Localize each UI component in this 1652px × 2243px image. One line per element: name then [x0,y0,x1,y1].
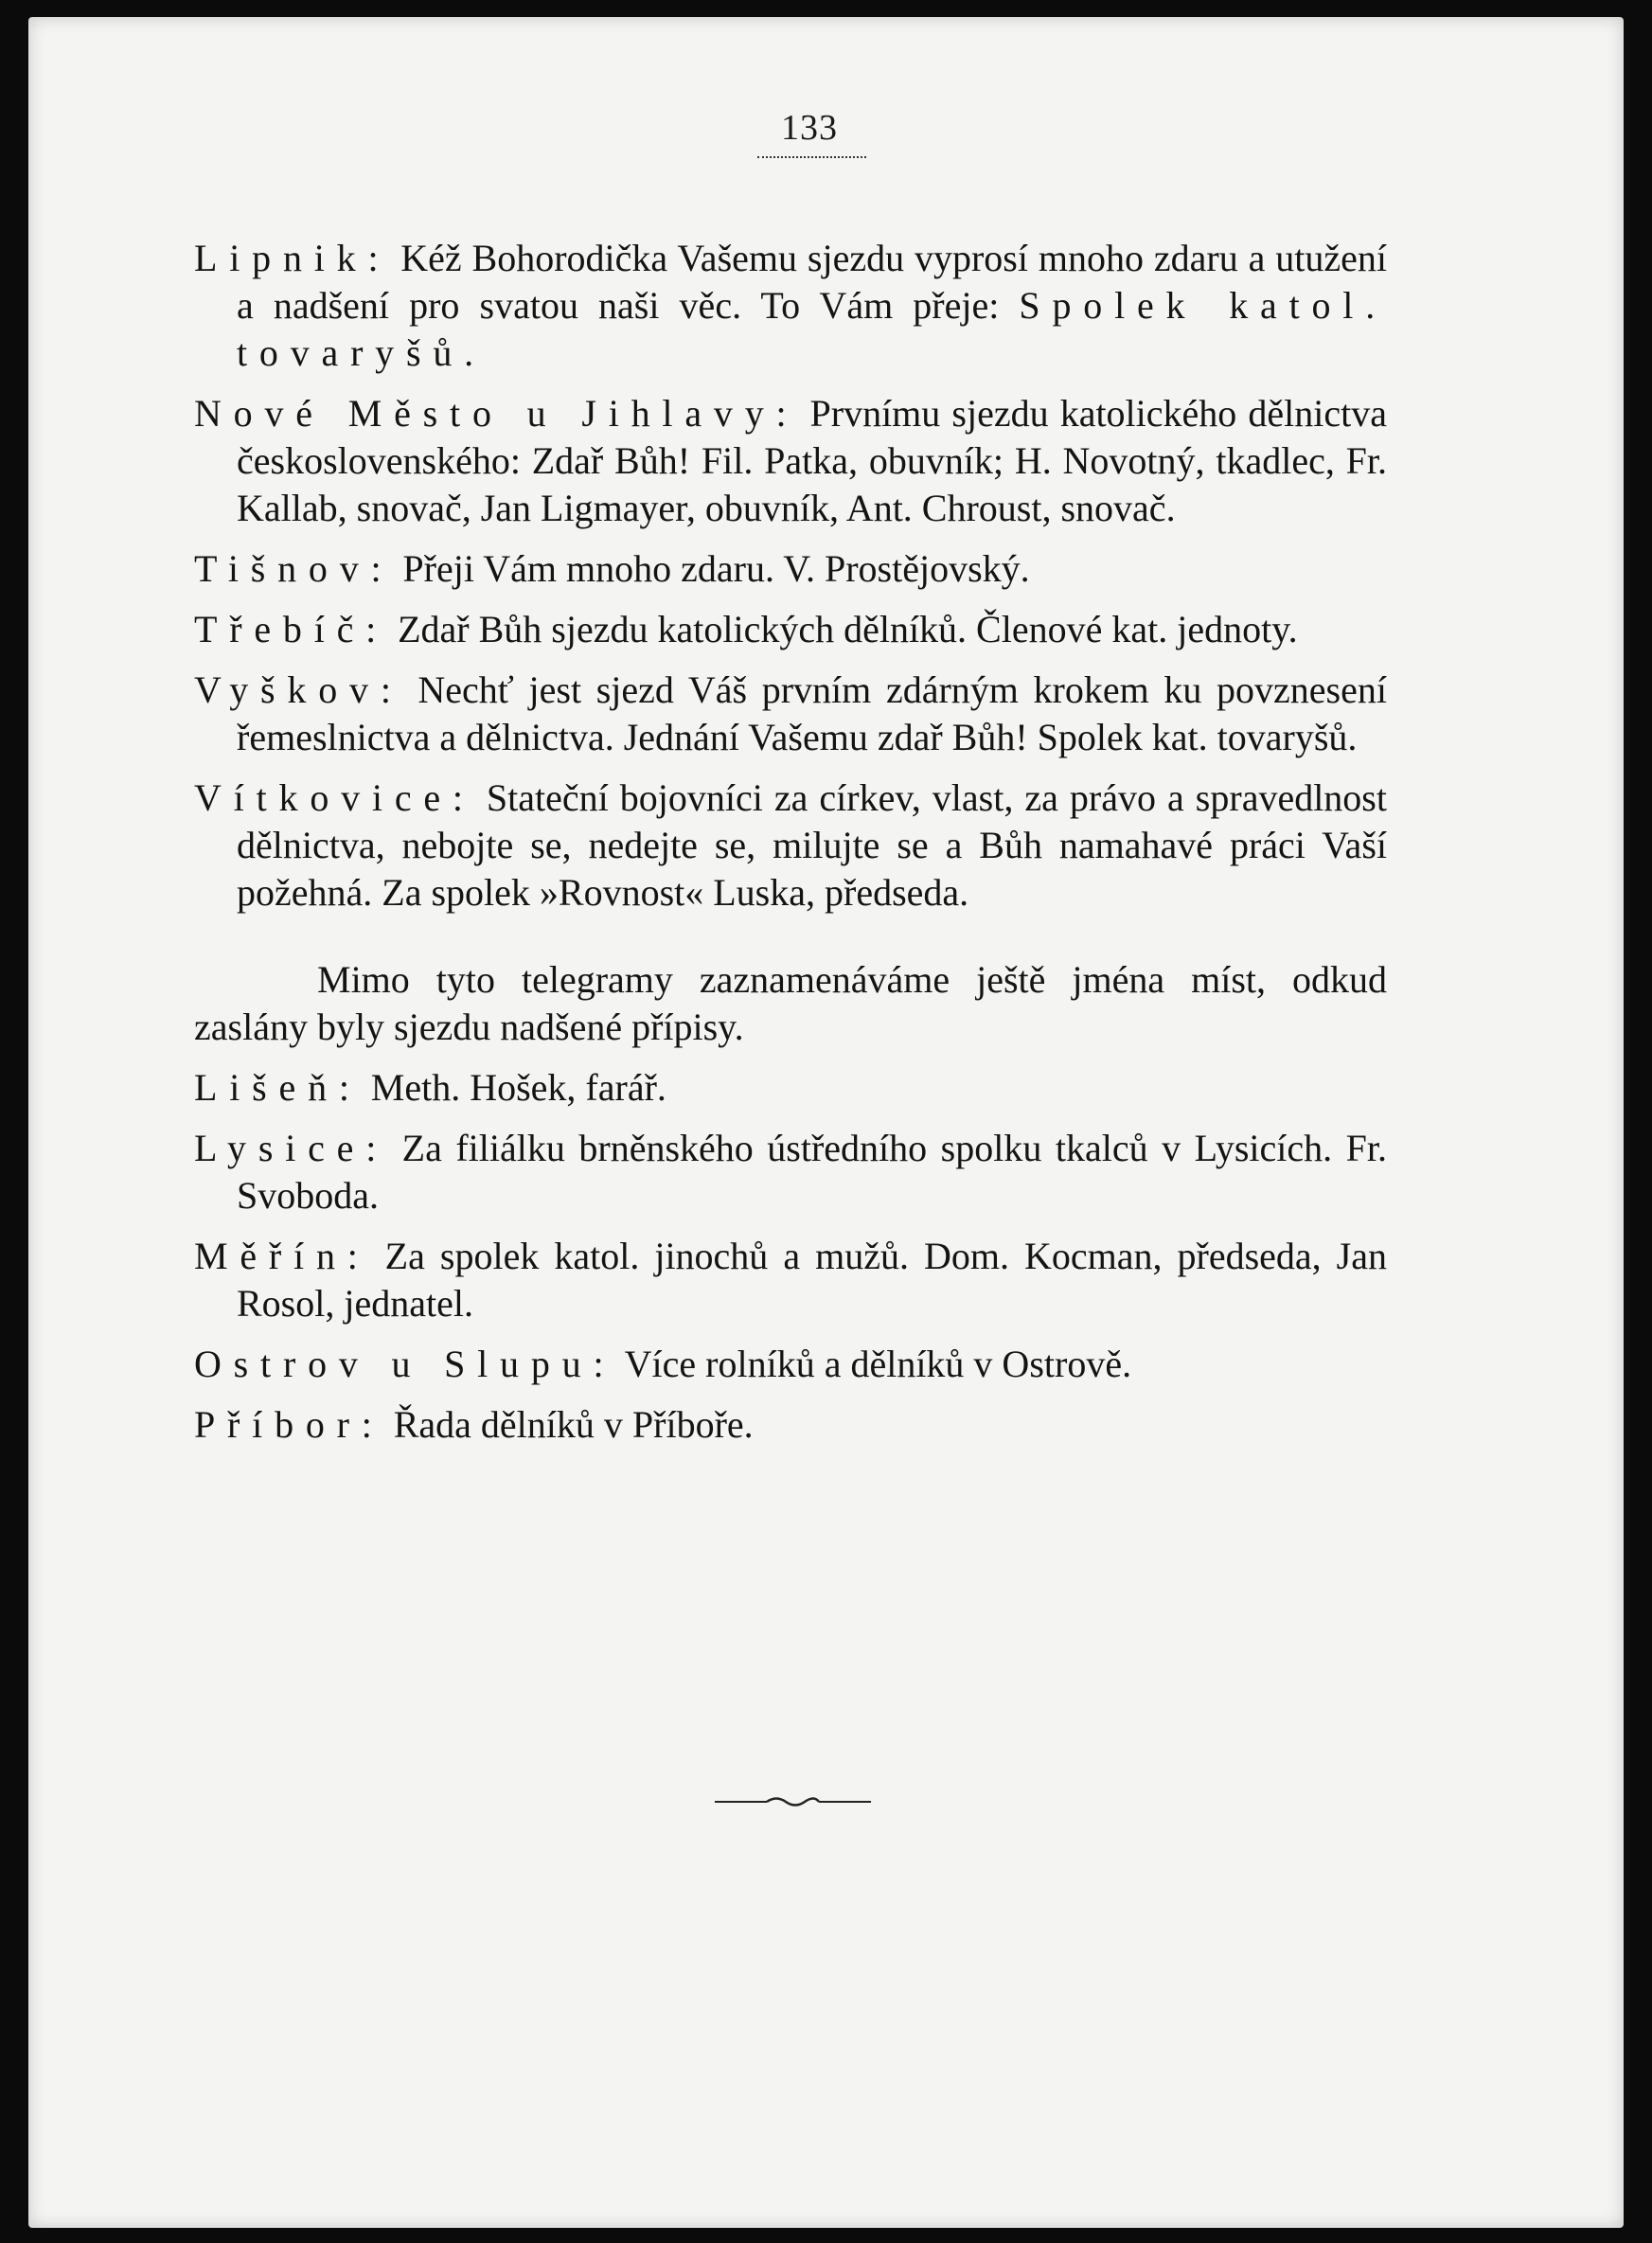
page-content [194,235,1387,1462]
entry-text: Meth. Hošek, farář. [361,1066,666,1109]
letter-entry [194,1341,1387,1388]
letter-entry [194,1401,1387,1449]
entry-text: Kéž Bohorodička Vašemu sjezdu vyprosí mnoho zdaru a utužení a nadšení pro svatou naši věc. To Vám přeje: [237,237,1387,327]
page-number-block [748,107,871,149]
entry-signature: Spolek katol. tovaryšů. [237,284,1388,374]
page-number-rule [757,156,866,158]
telegram-entry [194,545,1387,593]
entry-text: Nechť jest sjezd Váš prvním zdárným krokem ku povznesení řemeslnictva a dělnictva. Jednání Vašemu zdař Bůh! Spolek kat. tovaryšů. [237,668,1387,758]
page-number: 133 [781,108,838,148]
letter-entry [194,1125,1387,1219]
end-ornament [715,1792,871,1811]
place-name: Tišnov: [194,547,394,590]
telegram-entry [194,667,1387,761]
telegram-entry [194,606,1387,653]
letter-entry [194,1233,1387,1327]
entry-text: Zdař Bůh sjezdu katolických dělníků. Členové kat. jednoty. [388,608,1298,650]
ornament-icon [715,1792,871,1811]
entry-text: Stateční bojovníci za církev, vlast, za právo a spravedlnost dělnictva, nebojte se, nedejte se, milujte se a Bůh namahavé práci Vaší požehná. Za spolek »Rovnost« Luska, předseda. [237,776,1387,914]
place-name: Vítkovice: [194,776,475,819]
place-name: Lišeň: [194,1066,362,1109]
document-page [28,17,1624,2228]
place-name: Ostrov u Slupu: [194,1343,616,1385]
entry-text: Přeji Vám mnoho zdaru. V. Prostějovský. [393,547,1030,590]
letter-entry [194,1064,1387,1112]
entry-text: Za spolek katol. jinochů a mužů. Dom. Kocman, předseda, Jan Rosol, jednatel. [237,1235,1387,1325]
intro-paragraph: Mimo tyto telegramy zaznamenáváme ještě jména míst, odkud zaslány byly sjezdu nadšené přípisy. [194,958,1387,1048]
telegram-entry [194,235,1387,377]
telegram-entry [194,774,1387,917]
telegram-entry [194,390,1387,532]
entry-text: Za filiálku brněnského ústředního spolku tkalců v Lysicích. Fr. Svoboda. [237,1127,1387,1217]
place-name: Nové Město u Jihlavy: [194,392,799,435]
entry-text: Více rolníků a dělníků v Ostrově. [615,1343,1132,1385]
entry-text: Řada dělníků v Příboře. [383,1403,754,1446]
place-name: Vyškov: [194,668,403,711]
entry-text: Prvnímu sjezdu katolického dělnictva československého: Zdař Bůh! Fil. Patka, obuvník; H. Novotný, tkadlec, Fr. Kallab, snovač, Jan Ligmayer, obuvník, Ant. Chroust, snovač. [237,392,1387,529]
place-name: Lysice: [194,1127,389,1169]
place-name: Příbor: [194,1403,384,1446]
place-name: Třebíč: [194,608,389,650]
place-name: Měřín: [194,1235,370,1277]
place-name: Lipnik: [194,237,391,279]
